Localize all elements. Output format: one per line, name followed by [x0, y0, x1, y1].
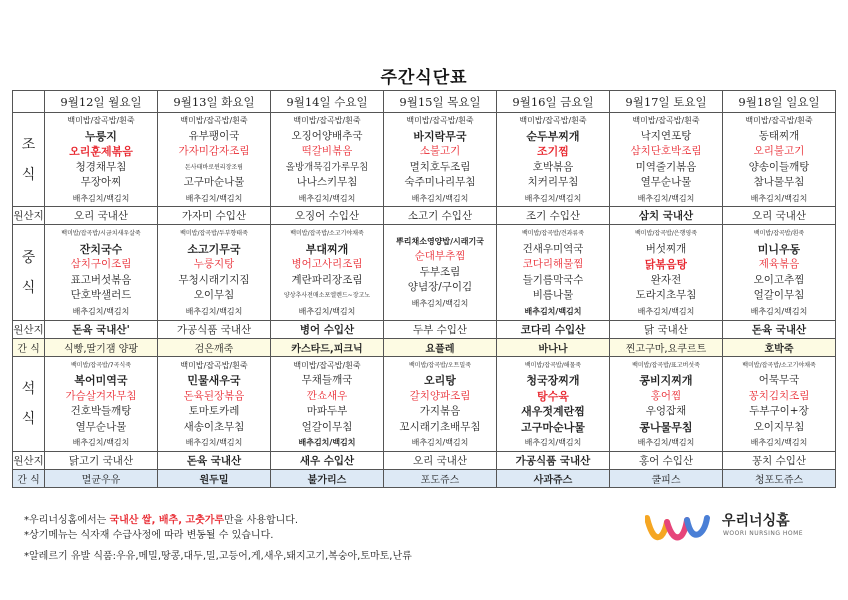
menu-item: 꼬시래기초배무침	[399, 420, 481, 433]
origin-cell: 닭고기 국내산	[45, 452, 158, 470]
origin-cell: 꽁치 수입산	[723, 452, 836, 470]
menu-item: 부대찌개	[305, 242, 349, 256]
menu-item: 콩나물무침	[639, 420, 693, 434]
menu-item: 청국장찌개	[526, 374, 580, 387]
menu-item: 소불고기	[419, 145, 461, 157]
menu-item: 치커리무침	[527, 176, 579, 188]
snack-cell: 식빵,딸기잼 양팡	[45, 339, 158, 357]
menu-item: 배추김치/백김치	[750, 306, 808, 316]
menu-item: 백미밥/잡곡밥/소고기야채죽	[290, 230, 364, 237]
menu-item: 도라지초무침	[635, 289, 697, 301]
menu-item: 무장아찌	[80, 176, 122, 188]
snack-cell: 사과쥬스	[497, 470, 610, 488]
origin-cell: 오징어 수입산	[271, 207, 384, 225]
menu-item: 백미밥/잡곡밥/흰죽	[753, 230, 805, 237]
menu-item: 누룽지	[85, 129, 117, 143]
menu-item: 오이무침	[193, 289, 235, 301]
menu-item: 복어미역국	[74, 374, 128, 387]
origin-cell: 닭 국내산	[610, 321, 723, 339]
menu-item: 배추김치/백김치	[185, 306, 243, 316]
menu-item: 토마토카레	[188, 405, 240, 417]
menu-item: 병어고사리조림	[291, 258, 363, 270]
menu-item: 백미밥/잡곡밥/흰죽	[67, 116, 135, 125]
menu-item: 완자전	[650, 273, 682, 286]
menu-item: 배추김치/백김치	[298, 193, 356, 203]
menu-item: 제육볶음	[758, 258, 800, 270]
menu-item: 우엉잡채	[645, 405, 687, 417]
origin-label: 원산지	[13, 452, 45, 470]
menu-item: 백미밥/잡곡밥/은행영죽	[634, 230, 697, 237]
menu-item: 호박볶음	[532, 160, 574, 173]
page-title: 주간식단표	[380, 68, 468, 88]
footer-note-ingredients: *우리너싱홈에서는 국내산 쌀, 배추, 고춧가루만을 사용합니다.	[24, 515, 299, 526]
menu-item: 배추김치/백김치	[411, 438, 469, 447]
day-header: 9월16일 금요일	[497, 91, 610, 113]
breakfast-row	[13, 113, 836, 207]
menu-item: 바지락무국	[413, 129, 467, 143]
menu-item: 배추김치/백김치	[637, 438, 695, 447]
menu-item: 배추김치/백김치	[298, 438, 356, 447]
day-header: 9월12일 월요일	[45, 91, 158, 113]
breakfast-cell	[271, 113, 384, 207]
dinner-cell	[610, 357, 723, 452]
origin-cell: 홍어 수입산	[610, 452, 723, 470]
menu-item: 백미밥/잡곡밥/표고버섯죽	[632, 361, 700, 369]
snack-row-1	[13, 339, 836, 357]
snack-cell: 바나나	[497, 339, 610, 357]
day-header: 9월18일 일요일	[723, 91, 836, 113]
menu-item: 탕수육	[537, 389, 569, 403]
breakfast-cell	[497, 113, 610, 207]
menu-item: 백미밥/잡곡밥/소고기야채죽	[742, 361, 816, 369]
breakfast-cell	[158, 113, 271, 207]
menu-item: 오리불고기	[753, 145, 805, 157]
menu-item: 멸치호두조림	[409, 160, 471, 173]
dinner-cell	[158, 357, 271, 452]
menu-item: 열무순나물	[75, 420, 127, 433]
menu-item: 가지볶음	[419, 405, 461, 417]
origin-label: 원산지	[13, 321, 45, 339]
lunch-cell	[271, 225, 384, 321]
menu-item: 코다리해물찜	[522, 258, 584, 270]
snack-cell: 호박죽	[723, 339, 836, 357]
menu-item: 백미밥/잡곡밥/흰죽	[632, 116, 700, 125]
menu-item: 돈사태바로윈리장조림	[185, 163, 243, 171]
origin-cell: 돈육 국내산'	[45, 321, 158, 339]
origin-cell: 새우 수입산	[271, 452, 384, 470]
menu-item: 들기름막국수	[522, 273, 584, 286]
menu-item: 깐쇼새우	[306, 389, 348, 402]
menu-item: 가자미감자조림	[178, 145, 250, 157]
menu-item: 두부조림	[419, 265, 461, 278]
menu-item: 삼치구이조림	[70, 258, 132, 270]
menu-item: 배추김치/백김치	[524, 306, 582, 316]
lunch-cell	[384, 225, 497, 321]
menu-item: 백미밥/잡곡밥/오트밀죽	[408, 361, 471, 369]
menu-item: 돈육된장볶음	[183, 389, 245, 402]
menu-item: 가슴살겨자무침	[65, 389, 137, 402]
menu-item: 단호박샐러드	[70, 289, 132, 301]
footer-note-changes: *상기메뉴는 식자재 수급사정에 따라 변동될 수 있습니다.	[24, 530, 274, 541]
menu-item: 배추김치/백김치	[637, 193, 695, 203]
menu-item: 백미밥/잡곡밥/흰죽	[293, 116, 361, 125]
menu-item: 배추김치/백김치	[411, 193, 469, 203]
menu-item: 오리탕	[424, 374, 456, 387]
breakfast-cell	[610, 113, 723, 207]
menu-item: 순대부추찜	[414, 250, 466, 263]
lunch-cell	[610, 225, 723, 321]
menu-item: 비름나물	[532, 289, 574, 301]
dinner-origin-row	[13, 452, 836, 470]
lunch-row	[13, 225, 836, 321]
menu-item: 오징어양배추국	[291, 129, 363, 142]
menu-item: 백미밥/잡곡밥/시금치새우살죽	[61, 230, 141, 237]
highlighted-ingredients: 국내산 쌀, 배추, 고춧가루	[109, 515, 225, 526]
menu-item: 양상추사전매소포엘렌드~장고노	[283, 292, 371, 299]
menu-item: 버섯찌개	[645, 242, 687, 255]
menu-item: 꽁치김치조림	[748, 389, 810, 402]
snack-label: 간 식	[13, 339, 45, 357]
snack-cell: 불가리스	[271, 470, 384, 488]
snack-cell: 멸균우유	[45, 470, 158, 488]
origin-cell: 조기 수입산	[497, 207, 610, 225]
menu-item: 닭볶음탕	[644, 258, 688, 271]
menu-item: 백미밥/잡곡밥/흰죽	[293, 360, 361, 370]
menu-item: 두부구이+장	[749, 405, 809, 417]
menu-item: 오이지무침	[753, 420, 805, 433]
dinner-cell	[384, 357, 497, 452]
origin-cell: 가공식품 국내산	[497, 452, 610, 470]
snack-row-2	[13, 470, 836, 488]
menu-item: 배추김치/백김치	[298, 306, 356, 316]
menu-item: 삼치단호박조림	[630, 145, 702, 157]
menu-item: 백미밥/잡곡밥/흰죽	[180, 116, 248, 125]
menu-item: 백미밥/잡곡밥/흰죽	[406, 116, 474, 125]
dinner-cell	[271, 357, 384, 452]
menu-item: 조기찜	[537, 145, 569, 158]
breakfast-cell	[723, 113, 836, 207]
menu-item: 계란파리장조림	[291, 273, 363, 286]
origin-cell: 가공식품 국내산	[158, 321, 271, 339]
weekly-menu-table	[12, 90, 836, 488]
origin-cell: 코다리 수입산	[497, 321, 610, 339]
origin-cell: 소고기 수입산	[384, 207, 497, 225]
lunch-label: 중 식	[13, 225, 45, 321]
day-header: 9월17일 토요일	[610, 91, 723, 113]
logo-name: 우리너싱홈	[722, 513, 790, 529]
menu-item: 숙주미나리무침	[404, 176, 476, 188]
menu-item: 미역줄기볶음	[635, 160, 697, 173]
menu-item: 배추김치/백김치	[185, 438, 243, 447]
menu-item: 얼갈이무침	[301, 420, 353, 433]
snack-cell: 카스타드,피크닉	[271, 339, 384, 357]
menu-item: 고구마순나물	[521, 420, 585, 434]
menu-item: 누룽지탕	[193, 258, 235, 270]
menu-item: 배추김치/백김치	[411, 298, 469, 308]
menu-item: 참나물무침	[753, 176, 805, 188]
dinner-row	[13, 357, 836, 452]
dinner-cell	[45, 357, 158, 452]
breakfast-label: 조 식	[13, 113, 45, 207]
origin-cell: 삼치 국내산	[610, 207, 723, 225]
menu-item: 나나스키무침	[296, 176, 358, 188]
snack-cell: 원두밀	[158, 470, 271, 488]
menu-item: 콩비지찌개	[639, 374, 693, 387]
menu-item: 백미밥/잡곡밥/해물죽	[524, 361, 582, 369]
origin-cell: 두부 수입산	[384, 321, 497, 339]
snack-cell: 찐고구마,요쿠르트	[610, 339, 723, 357]
menu-item: 양송이들깨탕	[748, 160, 810, 173]
dinner-cell	[723, 357, 836, 452]
menu-item: 마파두부	[306, 405, 348, 417]
origin-cell: 돈육 국내산	[723, 321, 836, 339]
breakfast-cell	[384, 113, 497, 207]
menu-item: 잔치국수	[79, 242, 123, 256]
snack-cell: 쿨피스	[610, 470, 723, 488]
menu-item: 새우젓계란찜	[521, 405, 585, 418]
origin-label: 원산지	[13, 207, 45, 225]
menu-item: 배추김치/백김치	[72, 438, 130, 447]
lunch-cell	[497, 225, 610, 321]
snack-cell: 검은깨죽	[158, 339, 271, 357]
snack-cell: 요플레	[384, 339, 497, 357]
menu-item: 배추김치/백김치	[750, 438, 808, 447]
menu-item: 떡갈비볶음	[301, 145, 353, 157]
menu-item: 동태찌개	[758, 129, 800, 142]
menu-item: 양념장/구이김	[407, 281, 473, 294]
origin-cell: 돈육 국내산	[158, 452, 271, 470]
menu-item: 고구마순나물	[183, 176, 245, 188]
origin-cell: 오리 국내산	[723, 207, 836, 225]
origin-cell: 오리 국내산	[45, 207, 158, 225]
menu-item: 얼갈이무침	[753, 289, 805, 301]
origin-cell: 병어 수입산	[271, 321, 384, 339]
menu-item: 어묵무국	[758, 374, 800, 386]
lunch-cell	[158, 225, 271, 321]
menu-item: 표고버섯볶음	[70, 273, 132, 286]
snack-cell: 포도쥬스	[384, 470, 497, 488]
menu-item: 미니우동	[757, 242, 801, 256]
woori-logo-icon	[645, 512, 715, 544]
lunch-cell	[45, 225, 158, 321]
corner-cell	[13, 91, 45, 113]
origin-cell: 가자미 수입산	[158, 207, 271, 225]
menu-item: 배추김치/백김치	[524, 193, 582, 203]
menu-item: 낙지연포탕	[640, 129, 692, 142]
breakfast-cell	[45, 113, 158, 207]
day-header: 9월15일 목요일	[384, 91, 497, 113]
day-header-row	[13, 91, 836, 113]
menu-item: 민물새우국	[187, 374, 241, 387]
menu-item: 백미밥/잡곡밥/흰죽	[745, 116, 813, 125]
footer-note-allergy: *알레르기 유발 식품:우유,메밀,땅콩,대두,밀,고등어,게,새우,돼지고기,복숭아,토마토,난류	[24, 551, 412, 562]
menu-item: 올방개묵김가루무침	[285, 161, 369, 173]
day-header: 9월14일 수요일	[271, 91, 384, 113]
menu-item: 뿌리채소영양밥/시래기국	[396, 236, 484, 246]
menu-item: 소고기무국	[187, 242, 241, 256]
breakfast-origin-row	[13, 207, 836, 225]
menu-item: 배추김치/백김치	[524, 438, 582, 447]
dinner-cell	[497, 357, 610, 452]
menu-item: 백미밥/잡곡밥/흰죽	[180, 360, 248, 370]
day-header: 9월13일 화요일	[158, 91, 271, 113]
dinner-label: 석 식	[13, 357, 45, 452]
menu-item: 배추김치/백김치	[72, 306, 130, 316]
snack-label: 간 식	[13, 470, 45, 488]
lunch-origin-row	[13, 321, 836, 339]
lunch-cell	[723, 225, 836, 321]
menu-item: 배추김치/백김치	[72, 193, 130, 203]
origin-cell: 오리 국내산	[384, 452, 497, 470]
menu-item: 갈치양파조림	[409, 389, 471, 402]
menu-item: 백미밥/잡곡밥/견과류죽	[521, 230, 584, 237]
logo-subtitle: WOORI NURSING HOME	[723, 530, 804, 537]
menu-item: 배추김치/백김치	[637, 306, 695, 316]
menu-item: 배추김치/백김치	[750, 193, 808, 203]
menu-item: 유부팽이국	[188, 129, 240, 142]
menu-item: 무청시래기지짐	[178, 273, 250, 286]
menu-item: 백미밥/잡곡밥/흰죽	[519, 116, 587, 125]
menu-item: 홍어찜	[650, 389, 682, 402]
menu-item: 건호박들깨탕	[70, 405, 132, 417]
menu-item: 청경채무침	[75, 160, 127, 173]
menu-item: 오이고추찜	[753, 273, 805, 286]
menu-item: 오리훈제볶음	[69, 145, 133, 158]
menu-item: 백미밥/잡곡밥/두부향태죽	[180, 230, 248, 237]
snack-cell: 청포도쥬스	[723, 470, 836, 488]
menu-item: 무채들깨국	[301, 374, 353, 386]
menu-item: 백미밥/잡곡밥/7곡식죽	[70, 361, 132, 369]
menu-item: 열무순나물	[640, 176, 692, 188]
menu-item: 배추김치/백김치	[185, 193, 243, 203]
menu-item: 새송이초무침	[183, 420, 245, 433]
menu-item: 건새우미역국	[522, 242, 584, 255]
menu-item: 순두부찌개	[526, 129, 580, 143]
